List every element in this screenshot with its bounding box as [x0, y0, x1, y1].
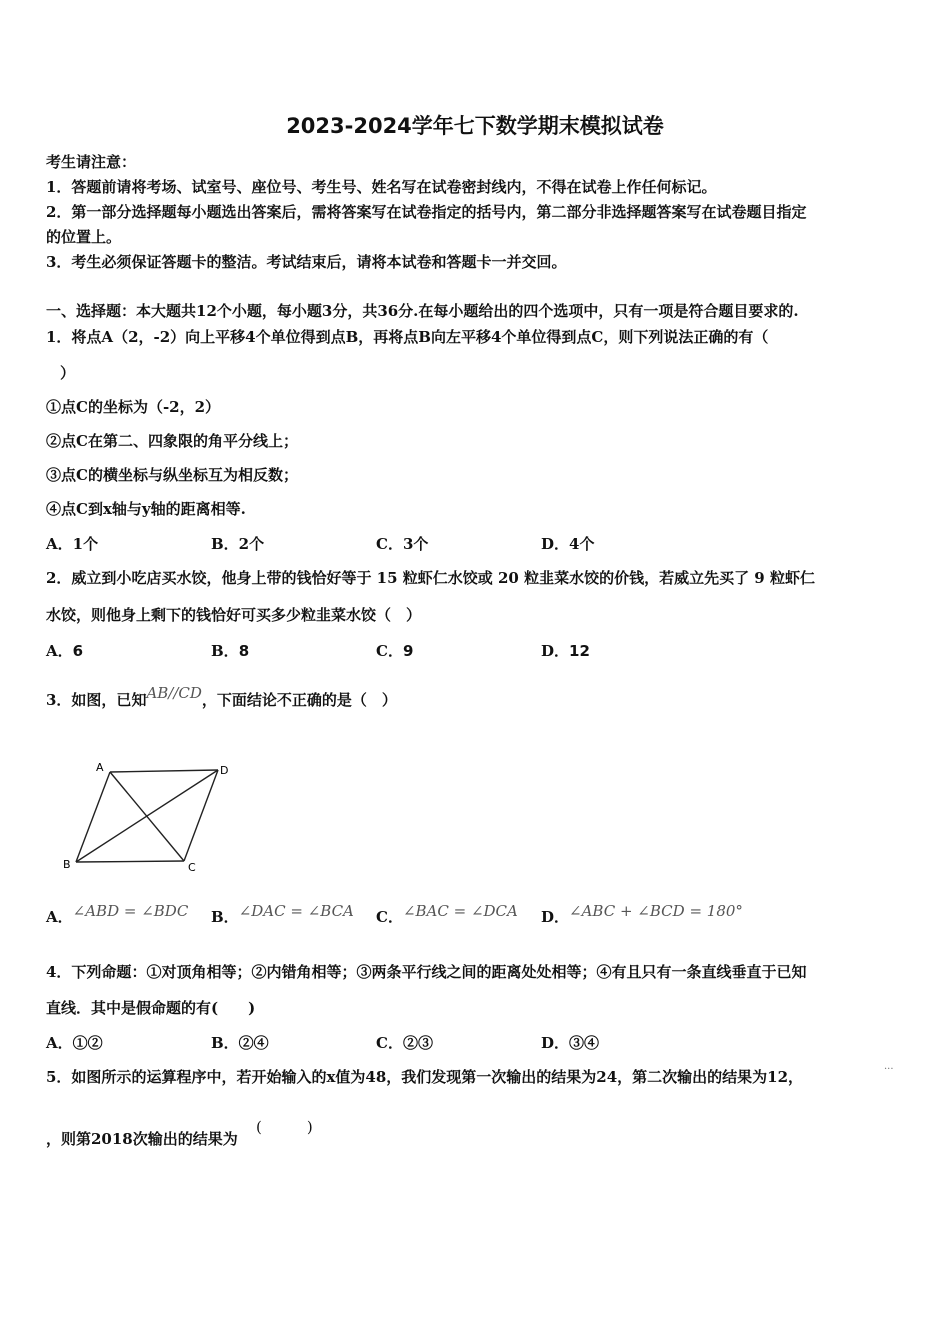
q4-stem: 4．下列命题：①对顶角相等；②内错角相等；③两条平行线之间的距离处处相等；④有且只有一条直线垂直于已知 — [46, 963, 807, 981]
q1-statement-2: ②点C在第二、四象限的角平分线上； — [46, 432, 298, 450]
q1-statement-4: ④点C到x轴与y轴的距离相等. — [46, 500, 246, 518]
section-heading: 一、选择题：本大题共12个小题，每小题3分，共36分.在每小题给出的四个选项中，只有一项是符合题目要求的. — [46, 302, 799, 320]
notice-item-2: 2．第一部分选择题每小题选出答案后，需将答案写在试卷指定的括号内，第二部分非选择题答案写在试卷题目指定 — [46, 203, 807, 221]
q2-option-b: B．8 — [211, 642, 250, 660]
q5-stem: 5．如图所示的运算程序中，若开始输入的x值为48，我们发现第一次输出的结果为24，第二次输出的结果为12， — [46, 1068, 804, 1086]
notice-item-1: 1．答题前请将考场、试室号、座位号、考生号、姓名写在试卷密封线内，不得在试卷上作任何标记。 — [46, 178, 717, 196]
label-c: C — [188, 861, 196, 874]
segment-bd — [76, 770, 218, 862]
q3-option-d: D．∠ABC + ∠BCD = 180° — [541, 902, 743, 926]
q1-option-d: D．4个 — [541, 535, 595, 553]
q3-option-c: C．∠BAC = ∠DCA — [376, 902, 518, 926]
q1-option-c: C．3个 — [376, 535, 429, 553]
exam-title: 2023-2024学年七下数学期末模拟试卷 — [286, 114, 664, 138]
q5-stem-cont: ，则第2018次输出的结果为 — [46, 1130, 238, 1148]
notice-item-2-cont: 的位置上。 — [46, 228, 122, 246]
label-d: D — [220, 764, 229, 777]
q1-stem: 1．将点A（2，-2）向上平移4个单位得到点B，再将点B向左平移4个单位得到点C，则下列说法正确的有（ — [46, 328, 769, 346]
q1-option-b: B．2个 — [211, 535, 265, 553]
q1-statement-1: ①点C的坐标为（-2，2） — [46, 398, 221, 416]
q4-stem-cont: 直线．其中是假命题的有( ) — [46, 999, 256, 1017]
q3-parallel-expr: AB//CD — [146, 684, 202, 702]
notice-item-3: 3．考生必须保证答题卡的整洁。考试结束后，请将本试卷和答题卡一并交回。 — [46, 253, 567, 271]
segment-ad — [110, 770, 218, 772]
q1-stem-close: ） — [60, 364, 76, 382]
q5-answer-paren: ( ) — [256, 1118, 313, 1136]
q2-option-c: C．9 — [376, 642, 414, 660]
q1-option-a: A．1个 — [46, 535, 99, 553]
q4-option-a: A．①② — [46, 1034, 103, 1052]
label-a: A — [96, 761, 104, 774]
q3-option-a: A．∠ABD = ∠BDC — [46, 902, 189, 926]
q1-statement-3: ③点C的横坐标与纵坐标互为相反数； — [46, 466, 298, 484]
segment-ab — [76, 772, 110, 862]
q3-figure — [60, 758, 240, 878]
q4-option-d: D．③④ — [541, 1034, 600, 1052]
q2-stem-cont: 水饺，则他身上剩下的钱恰好可买多少粒韭菜水饺（ ） — [46, 606, 422, 624]
q3-option-b: B．∠DAC = ∠BCA — [211, 902, 354, 926]
q2-option-d: D．12 — [541, 642, 590, 660]
notice-heading: 考生请注意： — [46, 153, 137, 171]
label-b: B — [63, 858, 71, 871]
q3-stem: 3．如图，已知AB//CD，下面结论不正确的是（ ） — [46, 684, 397, 709]
q4-option-b: B．②④ — [211, 1034, 269, 1052]
segment-dc — [184, 770, 218, 861]
q4-option-c: C．②③ — [376, 1034, 433, 1052]
q2-option-a: A．6 — [46, 642, 84, 660]
segment-bc — [76, 861, 184, 862]
q5-ellipsis: ··· — [884, 1064, 894, 1075]
q2-stem: 2．威立到小吃店买水饺，他身上带的钱恰好等于 15 粒虾仁水饺或 20 粒韭菜水饺的价钱，若威立先买了 9 粒虾仁 — [46, 569, 815, 587]
